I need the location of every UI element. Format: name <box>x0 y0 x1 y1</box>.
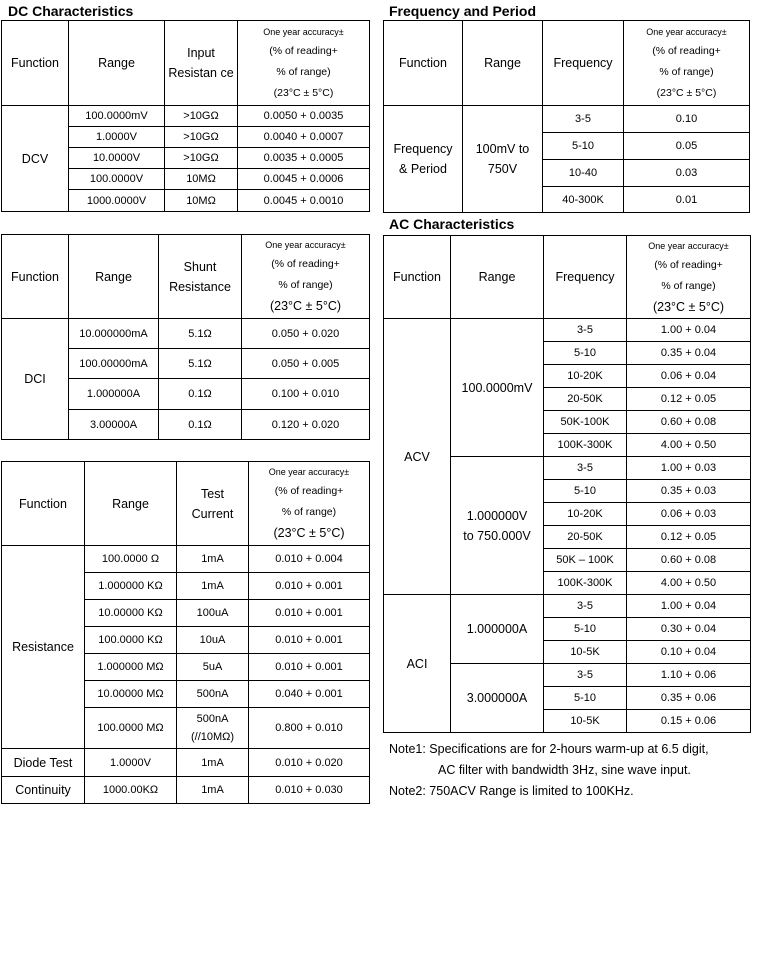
accuracy-line-2: % of range) <box>661 279 716 292</box>
accuracy-cell: 1.00 + 0.03 <box>627 457 751 480</box>
table-header-row <box>2 462 370 546</box>
accuracy-cell: 4.00 + 0.50 <box>627 434 751 457</box>
accuracy-cell: 0.010 + 0.020 <box>249 749 370 777</box>
header-accuracy <box>242 235 370 319</box>
accuracy-title: One year accuracy± <box>265 240 346 250</box>
header-accuracy <box>624 21 750 106</box>
resistance-table <box>1 461 370 804</box>
current-cell: 500nA <box>177 681 249 708</box>
range-cell: 1.000000A <box>69 379 159 410</box>
frequency-cell: 5-10 <box>544 618 627 641</box>
table-row <box>2 319 370 349</box>
range-cell: 3.00000A <box>69 410 159 440</box>
current-cell: 1mA <box>177 573 249 600</box>
accuracy-cell: 0.120 + 0.020 <box>242 410 370 440</box>
dc-characteristics-title: DC Characteristics <box>8 3 134 19</box>
accuracy-line-3: (23°C ± 5°C) <box>656 86 717 99</box>
table-header-row <box>384 236 751 319</box>
accuracy-cell: 0.010 + 0.004 <box>249 546 370 573</box>
accuracy-cell: 0.12 + 0.05 <box>627 388 751 411</box>
table-header-row <box>2 235 370 319</box>
range-line-2: 750V <box>487 162 518 176</box>
function-cell-dci: DCI <box>2 319 69 440</box>
table-row <box>384 106 750 133</box>
shunt-cell: 0.1Ω <box>159 379 242 410</box>
frequency-period-title: Frequency and Period <box>389 3 537 19</box>
current-cell <box>177 708 249 749</box>
accuracy-line-2: % of range) <box>281 506 337 518</box>
accuracy-line-2: % of range) <box>276 65 331 78</box>
accuracy-cell: 0.10 + 0.04 <box>627 641 751 664</box>
dcv-table <box>1 20 370 212</box>
range-cell: 1000.00KΩ <box>85 777 177 804</box>
accuracy-cell: 0.800 + 0.010 <box>249 708 370 749</box>
shunt-cell: 5.1Ω <box>159 319 242 349</box>
function-line-2: & Period <box>399 162 447 176</box>
header-accuracy <box>238 21 370 106</box>
accuracy-cell: 0.100 + 0.010 <box>242 379 370 410</box>
dci-table <box>1 234 370 440</box>
range-cell: 100.00000mA <box>69 349 159 379</box>
frequency-cell: 10-40 <box>543 160 624 187</box>
accuracy-cell: 0.60 + 0.08 <box>627 549 751 572</box>
frequency-cell: 5-10 <box>544 687 627 710</box>
shunt-cell: 5.1Ω <box>159 349 242 379</box>
table-header-row <box>384 21 750 106</box>
accuracy-line-3: (23°C ± 5°C) <box>273 526 345 540</box>
accuracy-cell: 0.050 + 0.005 <box>242 349 370 379</box>
accuracy-cell: 0.03 <box>624 160 750 187</box>
current-line-1: 500nA <box>196 713 229 725</box>
frequency-cell: 3-5 <box>544 664 627 687</box>
range-cell-aci-a: 1.000000A <box>451 595 544 664</box>
header-test-line-2: Current <box>191 506 234 521</box>
accuracy-cell: 0.010 + 0.030 <box>249 777 370 804</box>
accuracy-cell: 1.00 + 0.04 <box>627 319 751 342</box>
accuracy-cell: 0.010 + 0.001 <box>249 654 370 681</box>
header-range: Range <box>69 21 165 106</box>
table-row <box>384 595 751 618</box>
frequency-cell: 10-5K <box>544 641 627 664</box>
frequency-cell: 10-5K <box>544 710 627 733</box>
header-shunt-line-1: Shunt <box>183 259 217 274</box>
function-cell-dcv: DCV <box>2 106 69 212</box>
accuracy-line-1: (% of reading+ <box>274 485 344 497</box>
accuracy-cell: 0.15 + 0.06 <box>627 710 751 733</box>
note-2: Note2: 750ACV Range is limited to 100KHz. <box>389 784 634 798</box>
accuracy-cell: 0.010 + 0.001 <box>249 573 370 600</box>
current-cell: 10uA <box>177 627 249 654</box>
frequency-cell: 5-10 <box>544 342 627 365</box>
note-1-continued: AC filter with bandwidth 3Hz, sine wave input. <box>438 763 691 777</box>
current-line-2: (//10MΩ) <box>190 731 235 743</box>
range-cell-acv-b <box>451 457 544 595</box>
header-shunt-line-2: Resistance <box>169 279 231 294</box>
frequency-cell: 40-300K <box>543 187 624 213</box>
range-cell: 100.0000V <box>69 169 165 190</box>
note-1: Note1: Specifications are for 2-hours warm-up at 6.5 digit, <box>389 742 709 756</box>
table-row <box>2 546 370 573</box>
accuracy-cell: 0.0040 + 0.0007 <box>238 127 370 148</box>
accuracy-cell: 0.06 + 0.04 <box>627 365 751 388</box>
header-accuracy <box>627 236 751 319</box>
range-cell: 100.0000 MΩ <box>85 708 177 749</box>
range-cell: 1.0000V <box>85 749 177 777</box>
accuracy-line-1: (% of reading+ <box>269 44 338 57</box>
header-shunt-resistance <box>159 235 242 319</box>
range-line-1: 100mV to <box>475 142 530 156</box>
ac-table <box>383 235 751 733</box>
frequency-cell: 3-5 <box>543 106 624 133</box>
frequency-cell: 100K-300K <box>544 572 627 595</box>
table-header-row <box>2 21 370 106</box>
accuracy-cell: 1.10 + 0.06 <box>627 664 751 687</box>
accuracy-cell: 0.040 + 0.001 <box>249 681 370 708</box>
frequency-cell: 50K-100K <box>544 411 627 434</box>
accuracy-cell: 0.10 <box>624 106 750 133</box>
accuracy-title: One year accuracy± <box>646 26 727 37</box>
accuracy-title: One year accuracy± <box>263 26 344 37</box>
function-cell-resistance: Resistance <box>2 546 85 749</box>
frequency-cell: 100K-300K <box>544 434 627 457</box>
table-row <box>2 106 370 127</box>
frequency-cell: 10-20K <box>544 365 627 388</box>
current-cell: 1mA <box>177 749 249 777</box>
range-cell: 100.0000 KΩ <box>85 627 177 654</box>
header-range: Range <box>463 21 543 106</box>
accuracy-cell: 0.0045 + 0.0010 <box>238 190 370 212</box>
accuracy-cell: 0.35 + 0.03 <box>627 480 751 503</box>
input-resistance-cell: >10GΩ <box>165 127 238 148</box>
accuracy-line-3: (23°C ± 5°C) <box>273 86 334 99</box>
range-cell: 1000.0000V <box>69 190 165 212</box>
header-function: Function <box>2 21 69 106</box>
frequency-cell: 10-20K <box>544 503 627 526</box>
frequency-cell: 20-50K <box>544 526 627 549</box>
accuracy-cell: 4.00 + 0.50 <box>627 572 751 595</box>
accuracy-line-1: (% of reading+ <box>652 44 721 57</box>
accuracy-line-1: (% of reading+ <box>654 258 723 271</box>
accuracy-line-3: (23°C ± 5°C) <box>652 299 725 314</box>
accuracy-title: One year accuracy± <box>648 240 729 251</box>
frequency-cell: 5-10 <box>544 480 627 503</box>
accuracy-cell: 0.12 + 0.05 <box>627 526 751 549</box>
function-cell-frequency-period <box>384 106 463 213</box>
range-cell: 10.0000V <box>69 148 165 169</box>
shunt-cell: 0.1Ω <box>159 410 242 440</box>
table-row <box>2 749 370 777</box>
header-test-line-1: Test <box>201 486 224 501</box>
frequency-cell: 3-5 <box>544 319 627 342</box>
header-range: Range <box>85 462 177 546</box>
range-cell: 10.000000mA <box>69 319 159 349</box>
range-cell: 1.000000 KΩ <box>85 573 177 600</box>
range-line-2: to 750.000V <box>463 528 531 543</box>
header-test-current <box>177 462 249 546</box>
function-line-1: Frequency <box>393 142 453 156</box>
frequency-cell: 50K – 100K <box>544 549 627 572</box>
range-cell-acv-a: 100.0000mV <box>451 319 544 457</box>
frequency-cell: 5-10 <box>543 133 624 160</box>
range-line-1: 1.000000V <box>466 508 528 523</box>
accuracy-cell: 0.010 + 0.001 <box>249 627 370 654</box>
header-function: Function <box>2 235 69 319</box>
accuracy-cell: 0.30 + 0.04 <box>627 618 751 641</box>
accuracy-cell: 1.00 + 0.04 <box>627 595 751 618</box>
current-cell: 1mA <box>177 777 249 804</box>
function-cell-continuity: Continuity <box>2 777 85 804</box>
accuracy-line-2: % of range) <box>278 279 333 291</box>
accuracy-line-3: (23°C ± 5°C) <box>269 299 342 313</box>
accuracy-cell: 0.06 + 0.03 <box>627 503 751 526</box>
input-resistance-cell: 10MΩ <box>165 169 238 190</box>
accuracy-cell: 0.60 + 0.08 <box>627 411 751 434</box>
input-resistance-cell: >10GΩ <box>165 148 238 169</box>
header-input-resistance: Input Resistan ce <box>165 21 238 106</box>
frequency-cell: 3-5 <box>544 457 627 480</box>
range-cell: 1.0000V <box>69 127 165 148</box>
accuracy-title: One year accuracy± <box>268 467 350 477</box>
function-cell-acv: ACV <box>384 319 451 595</box>
ac-characteristics-title: AC Characteristics <box>389 216 515 232</box>
accuracy-cell: 0.01 <box>624 187 750 213</box>
function-cell-diode-test: Diode Test <box>2 749 85 777</box>
range-cell-aci-b: 3.000000A <box>451 664 544 733</box>
current-cell: 1mA <box>177 546 249 573</box>
accuracy-cell: 0.0045 + 0.0006 <box>238 169 370 190</box>
accuracy-cell: 0.050 + 0.020 <box>242 319 370 349</box>
accuracy-cell: 0.05 <box>624 133 750 160</box>
header-function: Function <box>384 236 451 319</box>
frequency-table <box>383 20 750 213</box>
input-resistance-cell: >10GΩ <box>165 106 238 127</box>
header-frequency: Frequency <box>544 236 627 319</box>
accuracy-cell: 0.35 + 0.06 <box>627 687 751 710</box>
header-function: Function <box>2 462 85 546</box>
accuracy-cell: 0.35 + 0.04 <box>627 342 751 365</box>
frequency-cell: 3-5 <box>544 595 627 618</box>
table-row <box>384 319 751 342</box>
range-cell: 10.00000 MΩ <box>85 681 177 708</box>
input-resistance-cell: 10MΩ <box>165 190 238 212</box>
accuracy-cell: 0.0035 + 0.0005 <box>238 148 370 169</box>
table-row <box>2 777 370 804</box>
accuracy-cell: 0.010 + 0.001 <box>249 600 370 627</box>
range-cell-frequency <box>463 106 543 213</box>
header-frequency: Frequency <box>543 21 624 106</box>
accuracy-cell: 0.0050 + 0.0035 <box>238 106 370 127</box>
header-range: Range <box>69 235 159 319</box>
range-cell: 100.0000 Ω <box>85 546 177 573</box>
frequency-cell: 20-50K <box>544 388 627 411</box>
accuracy-line-2: % of range) <box>659 65 714 78</box>
current-cell: 5uA <box>177 654 249 681</box>
header-range: Range <box>451 236 544 319</box>
function-cell-aci: ACI <box>384 595 451 733</box>
range-cell: 100.0000mV <box>69 106 165 127</box>
header-function: Function <box>384 21 463 106</box>
accuracy-line-1: (% of reading+ <box>271 258 340 270</box>
range-cell: 1.000000 MΩ <box>85 654 177 681</box>
header-accuracy <box>249 462 370 546</box>
current-cell: 100uA <box>177 600 249 627</box>
range-cell: 10.00000 KΩ <box>85 600 177 627</box>
